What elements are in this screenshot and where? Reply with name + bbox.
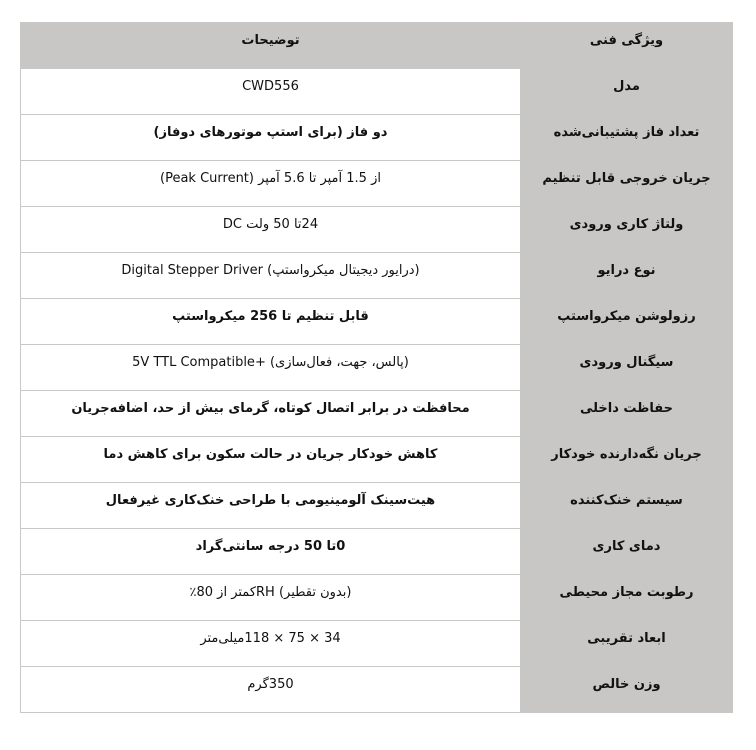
table-row [21,529,733,575]
table-row [21,483,733,529]
value-cell: 24تا 50 ولت DC [21,207,521,253]
spec-table [20,22,733,713]
feature-cell: رزولوشن میکرواستپ [521,299,733,345]
feature-cell: حفاظت داخلی [521,391,733,437]
header-description: توضیحات [21,23,521,69]
table-row [21,299,733,345]
value-cell: کاهش خودکار جریان در حالت سکون برای کاهش دما [21,437,521,483]
value-cell: 350گرم [21,667,521,713]
feature-cell: جریان نگه‌دارنده خودکار [521,437,733,483]
feature-cell: سیستم خنک‌کننده [521,483,733,529]
table-row [21,437,733,483]
value-cell: محافظت در برابر اتصال کوتاه، گرمای بیش از حد، اضافه‌جریان [21,391,521,437]
value-cell: 34 × 75 × 118میلی‌متر [21,621,521,667]
feature-cell: نوع درایو [521,253,733,299]
table-row [21,207,733,253]
feature-cell: ولتاژ کاری ورودی [521,207,733,253]
header-feature: ویژگی فنی [521,23,733,69]
feature-cell: تعداد فاز پشتیبانی‌شده [521,115,733,161]
value-cell: (بدون تقطیر) RHکمتر از 80٪ [21,575,521,621]
value-cell: دو فاز (برای استپ موتورهای دوفاز) [21,115,521,161]
table-row [21,115,733,161]
feature-cell: ابعاد تقریبی [521,621,733,667]
table-row [21,253,733,299]
value-cell: قابل تنظیم تا 256 میکرواستپ [21,299,521,345]
table-header-row [21,23,733,69]
table-row [21,575,733,621]
table-row [21,161,733,207]
feature-cell: رطوبت مجاز محیطی [521,575,733,621]
value-cell: هیت‌سینک آلومینیومی با طراحی خنک‌کاری غیرفعال [21,483,521,529]
table-row [21,391,733,437]
table-row [21,667,733,713]
feature-cell: سیگنال ورودی [521,345,733,391]
value-cell: (پالس، جهت، فعال‌سازی) +5V TTL Compatible [21,345,521,391]
value-cell: (درایور دیجیتال میکرواستپ) Digital Stepper Driver [21,253,521,299]
feature-cell: جریان خروجی قابل تنظیم [521,161,733,207]
feature-cell: وزن خالص [521,667,733,713]
table-row [21,345,733,391]
value-cell: از 1.5 آمپر تا 5.6 آمپر (Peak Current) [21,161,521,207]
feature-cell: مدل [521,69,733,115]
value-cell: 0تا 50 درجه سانتی‌گراد [21,529,521,575]
table-row [21,69,733,115]
table-row [21,621,733,667]
feature-cell: دمای کاری [521,529,733,575]
value-cell: CWD556 [21,69,521,115]
